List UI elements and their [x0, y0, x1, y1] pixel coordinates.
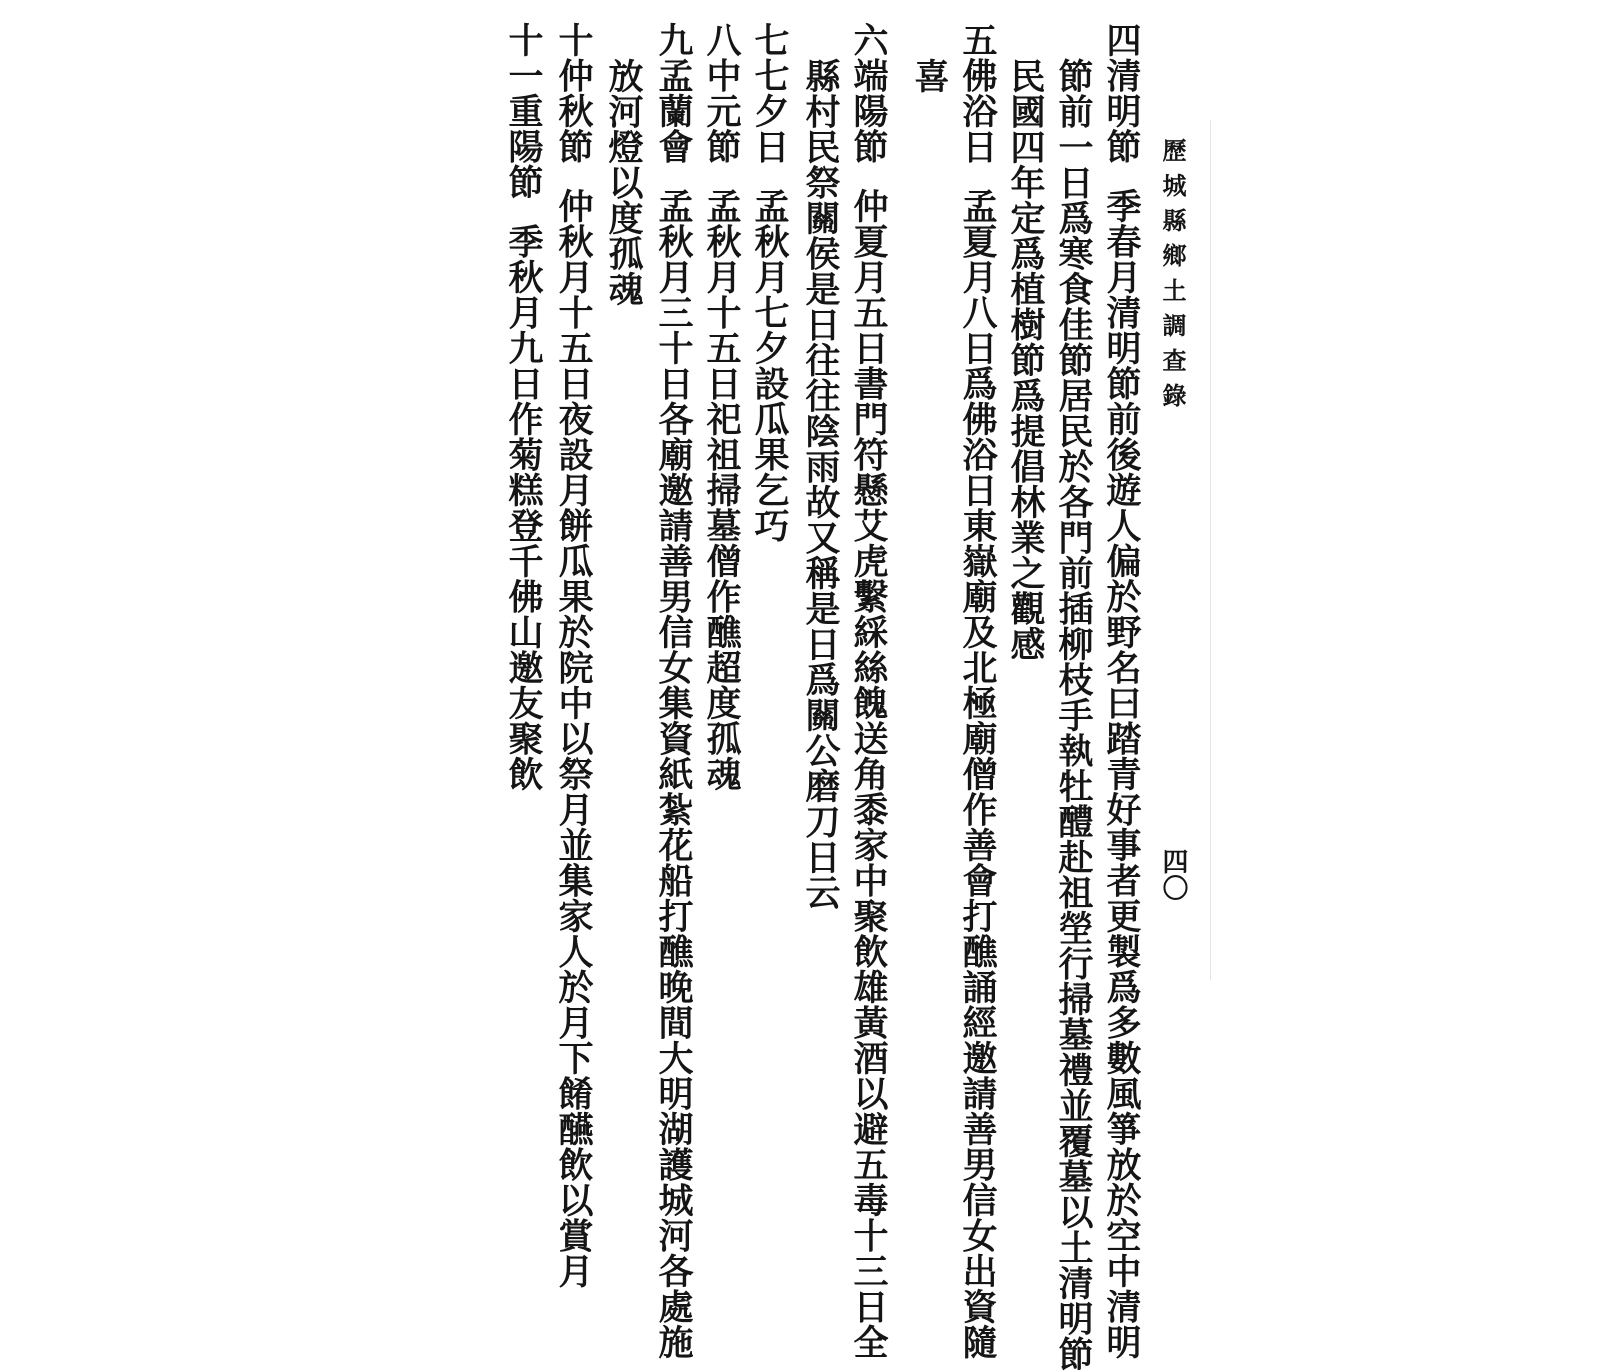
entry-duanyang-text-2: 縣村民祭關侯是日往往陰雨故又稱是日爲關公磨刀日云 [800, 58, 841, 910]
entry-fuyu-text-2: 喜 [909, 58, 950, 94]
entry-qingming-heading: 四清明節 [1101, 22, 1142, 164]
entry-zhongqiu-heading: 十仲秋節 [553, 22, 594, 164]
entry-fuyu-heading: 五佛浴日 [957, 22, 998, 164]
page-fold-shadow [1210, 120, 1211, 980]
page-number: 四〇 [1158, 848, 1188, 901]
entry-qixi-heading: 七七夕日 [749, 22, 790, 164]
entry-qixi-text-1: 孟秋月七夕設瓜果乞巧 [749, 188, 790, 543]
entry-menglan-line-1 [653, 22, 694, 1360]
entry-zhongyuan-line-1 [701, 22, 742, 792]
entry-duanyang-text-1: 仲夏月五日書門符懸艾虎繫綵絲餽送角黍家中聚飲雄黃酒以避五毒十三日全 [848, 188, 889, 1360]
entry-fuyu-text-1: 孟夏月八日爲佛浴日東嶽廟及北極廟僧作善會打醮誦經邀請善男信女出資隨 [957, 188, 998, 1360]
entry-qingming-line-1 [1101, 22, 1142, 1360]
entry-zhongqiu-line-1 [553, 22, 594, 1289]
entry-chongyang-line-1 [503, 22, 544, 792]
entry-qingming-text-1: 季春月清明節前後遊人偏於野名曰踏青好事者更製爲多數風箏放於空中清明 [1101, 188, 1142, 1360]
entry-zhongyuan-text-1: 孟秋月十五日祀祖掃墓僧作醮超度孤魂 [701, 188, 742, 792]
entry-zhongqiu-text-1: 仲秋月十五日夜設月餅瓜果於院中以祭月並集家人於月下餚醼飲以賞月 [553, 188, 594, 1289]
entry-chongyang-heading: 十一重陽節 [503, 22, 544, 200]
entry-fuyu-line-1 [957, 22, 998, 1360]
entry-duanyang-heading: 六端陽節 [848, 22, 889, 164]
entry-menglan-heading: 九孟蘭會 [653, 22, 694, 164]
entry-qingming-text-2: 節前一日爲寒食佳節居民於各門前插柳枝手執牡醴赴祖塋行掃墓禮並覆墓以土清明節 [1053, 58, 1094, 1372]
entry-duanyang-line-1 [848, 22, 889, 1360]
page-header-title: 歷城縣鄉土調查錄 [1158, 138, 1187, 418]
entry-menglan-text-1: 孟秋月三十日各廟邀請善男信女集資紙紮花船打醮晚間大明湖護城河各處施 [653, 188, 694, 1360]
entry-zhongyuan-heading: 八中元節 [701, 22, 742, 164]
entry-qixi-line-1 [749, 22, 790, 543]
entry-chongyang-text-1: 季秋月九日作菊糕登千佛山邀友聚飲 [503, 223, 544, 792]
entry-qingming-text-3: 民國四年定爲植樹節爲提倡林業之觀感 [1005, 58, 1046, 662]
entry-menglan-text-2: 放河燈以度孤魂 [603, 58, 644, 307]
